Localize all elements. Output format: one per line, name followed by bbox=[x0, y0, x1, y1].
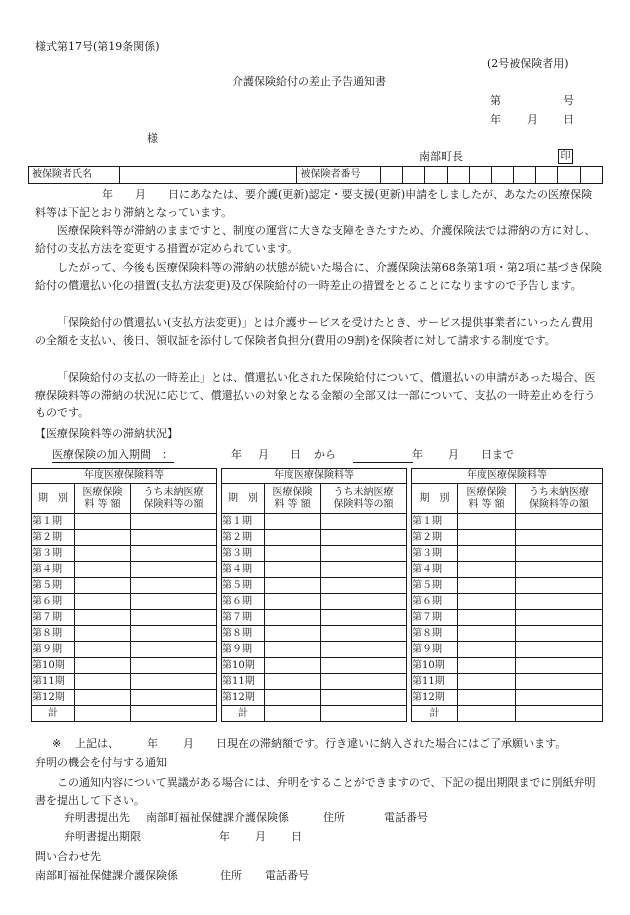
col-unpaid: うち未納医療 保険料等の額 bbox=[131, 484, 217, 514]
submit-to-label: 弁明書提出先 bbox=[64, 811, 130, 824]
period-label: 第12期 bbox=[222, 690, 265, 706]
period-label: 第１期 bbox=[222, 514, 265, 530]
amount-total-cell[interactable] bbox=[458, 706, 516, 722]
period-label: 第６期 bbox=[222, 594, 265, 610]
col-period: 期 別 bbox=[222, 484, 265, 514]
insured-number-digit[interactable] bbox=[580, 167, 602, 184]
to-month: 月 bbox=[448, 448, 459, 461]
unpaid-cell[interactable] bbox=[516, 562, 603, 578]
total-label: 計 bbox=[32, 706, 75, 722]
unpaid-cell[interactable] bbox=[321, 578, 407, 594]
seal-mark: 印 bbox=[558, 149, 573, 164]
amount-cell[interactable] bbox=[75, 530, 131, 546]
amount-cell[interactable] bbox=[265, 578, 321, 594]
period-label: 第12期 bbox=[412, 690, 458, 706]
period-label: 第１期 bbox=[412, 514, 458, 530]
amount-cell[interactable] bbox=[265, 658, 321, 674]
note-text: 日現在の滞納額です。行き違いに納入された場合にはご了承願います。 bbox=[216, 737, 567, 750]
amount-total-cell[interactable] bbox=[265, 706, 321, 722]
period-label: 第７期 bbox=[412, 610, 458, 626]
date-year: 年 bbox=[490, 113, 501, 126]
amount-cell[interactable] bbox=[75, 690, 131, 706]
to-day: 日まで bbox=[481, 448, 514, 461]
intro-paragraph: 年 月 日にあなたは、要介護(更新)認定・要支援(更新)申請をしましたが、あなたの医療保険料等は下記とおり滞納となっています。 bbox=[35, 188, 593, 219]
period-label: 第12期 bbox=[32, 690, 75, 706]
amount-cell[interactable] bbox=[265, 610, 321, 626]
insured-number-digit[interactable] bbox=[491, 167, 513, 184]
period-label: 第10期 bbox=[222, 658, 265, 674]
amount-cell[interactable] bbox=[265, 594, 321, 610]
unpaid-cell[interactable] bbox=[321, 546, 407, 562]
to-year-underline bbox=[353, 462, 413, 463]
unpaid-cell[interactable] bbox=[131, 594, 217, 610]
delinquency-table-1 bbox=[31, 468, 217, 722]
delinquency-table-3 bbox=[411, 468, 603, 722]
period-label: 第５期 bbox=[32, 578, 75, 594]
to-year: 年 bbox=[412, 448, 423, 461]
unpaid-cell[interactable] bbox=[516, 642, 603, 658]
unpaid-cell[interactable] bbox=[516, 658, 603, 674]
opportunity-heading: 弁明の機会を付与する通知 bbox=[35, 756, 167, 769]
insured-type: (2号被保険者用) bbox=[487, 57, 569, 70]
insured-number-digit[interactable] bbox=[536, 167, 558, 184]
inquiry-label: 問い合わせ先 bbox=[35, 850, 101, 863]
amount-cell[interactable] bbox=[75, 674, 131, 690]
unpaid-cell[interactable] bbox=[131, 562, 217, 578]
unpaid-cell[interactable] bbox=[131, 690, 217, 706]
period-label: 第４期 bbox=[222, 562, 265, 578]
amount-cell[interactable] bbox=[265, 690, 321, 706]
deadline-year: 年 bbox=[219, 830, 230, 843]
unpaid-cell[interactable] bbox=[516, 626, 603, 642]
col-period: 期 別 bbox=[32, 484, 75, 514]
amount-cell[interactable] bbox=[458, 642, 516, 658]
deadline-month: 月 bbox=[255, 830, 266, 843]
period-label: 第11期 bbox=[412, 674, 458, 690]
unpaid-cell[interactable] bbox=[131, 514, 217, 530]
insured-number-digit[interactable] bbox=[425, 167, 447, 184]
period-label: 第８期 bbox=[222, 626, 265, 642]
unpaid-cell[interactable] bbox=[321, 674, 407, 690]
phone-label: 電話番号 bbox=[384, 811, 428, 824]
insured-number-digit[interactable] bbox=[447, 167, 469, 184]
period-label: 第８期 bbox=[412, 626, 458, 642]
insured-number-digit[interactable] bbox=[514, 167, 536, 184]
amount-cell[interactable] bbox=[458, 578, 516, 594]
submit-to-office: 南部町福祉保健課介護保険係 bbox=[146, 811, 289, 824]
note-month: 月 bbox=[183, 737, 194, 750]
amount-cell[interactable] bbox=[75, 562, 131, 578]
amount-cell[interactable] bbox=[458, 530, 516, 546]
fiscal-year-title: 年度医療保険料等 bbox=[412, 469, 603, 484]
paragraph-reimbursement: 「保険給付の償還払い(支払方法変更)」とは介護サービスを受けたとき、サービス提供事業者にいったん費用の全額を支払い、後日、領収証を添付して保険者負担分(費用の9割)を保険者に対して請求する制度です。 bbox=[35, 316, 594, 347]
amount-cell[interactable] bbox=[265, 514, 321, 530]
date-month: 月 bbox=[527, 113, 538, 126]
unpaid-cell[interactable] bbox=[321, 514, 407, 530]
amount-cell[interactable] bbox=[458, 626, 516, 642]
amount-cell[interactable] bbox=[265, 562, 321, 578]
unpaid-cell[interactable] bbox=[321, 594, 407, 610]
period-label: 第８期 bbox=[32, 626, 75, 642]
document-title: 介護保険給付の差止予告通知書 bbox=[232, 75, 386, 88]
unpaid-cell[interactable] bbox=[131, 658, 217, 674]
amount-cell[interactable] bbox=[265, 626, 321, 642]
objection-paragraph: この通知内容について異議がある場合には、弁明をすることができますので、下記の提出期限までに別紙弁明書を提出して下さい。 bbox=[35, 776, 596, 807]
amount-cell[interactable] bbox=[75, 642, 131, 658]
insured-number-digit[interactable] bbox=[380, 167, 402, 184]
unpaid-cell[interactable] bbox=[516, 530, 603, 546]
insured-number-digit[interactable] bbox=[403, 167, 425, 184]
col-amount: 医療保険 料 等 額 bbox=[265, 484, 321, 514]
period-label: 第２期 bbox=[412, 530, 458, 546]
amount-cell[interactable] bbox=[75, 578, 131, 594]
period-label: 第４期 bbox=[32, 562, 75, 578]
col-amount: 医療保険 料 等 額 bbox=[458, 484, 516, 514]
unpaid-cell[interactable] bbox=[131, 626, 217, 642]
unpaid-total-cell[interactable] bbox=[321, 706, 407, 722]
period-label: 第７期 bbox=[222, 610, 265, 626]
total-label: 計 bbox=[222, 706, 265, 722]
period-label-underline bbox=[52, 462, 174, 463]
col-unpaid: うち未納医療 保険料等の額 bbox=[321, 484, 407, 514]
from-month: 月 bbox=[258, 448, 269, 461]
unpaid-cell[interactable] bbox=[321, 610, 407, 626]
insured-name-field[interactable] bbox=[119, 167, 297, 184]
period-label: 第９期 bbox=[412, 642, 458, 658]
insured-number-label: 被保険者番号 bbox=[297, 167, 381, 184]
unpaid-cell[interactable] bbox=[516, 674, 603, 690]
deadline-day: 日 bbox=[291, 830, 302, 843]
from-year: 年 bbox=[231, 448, 242, 461]
unpaid-cell[interactable] bbox=[131, 578, 217, 594]
period-label: 第２期 bbox=[222, 530, 265, 546]
form-number: 様式第17号(第19条関係) bbox=[35, 40, 160, 53]
amount-cell[interactable] bbox=[458, 594, 516, 610]
col-unpaid: うち未納医療 保険料等の額 bbox=[516, 484, 603, 514]
col-amount: 医療保険 料 等 額 bbox=[75, 484, 131, 514]
period-label: 第９期 bbox=[32, 642, 75, 658]
fiscal-year-title: 年度医療保険料等 bbox=[222, 469, 407, 484]
amount-cell[interactable] bbox=[265, 642, 321, 658]
fiscal-year-title: 年度医療保険料等 bbox=[32, 469, 217, 484]
period-label: 第３期 bbox=[222, 546, 265, 562]
number-suffix: 号 bbox=[563, 94, 574, 107]
insured-number-digit[interactable] bbox=[469, 167, 491, 184]
unpaid-cell[interactable] bbox=[321, 530, 407, 546]
unpaid-cell[interactable] bbox=[321, 642, 407, 658]
amount-cell[interactable] bbox=[458, 546, 516, 562]
unpaid-cell[interactable] bbox=[131, 610, 217, 626]
amount-cell[interactable] bbox=[458, 674, 516, 690]
inquiry-office: 南部町福祉保健課介護保険係 bbox=[35, 869, 178, 882]
unpaid-total-cell[interactable] bbox=[516, 706, 603, 722]
period-label: 第11期 bbox=[222, 674, 265, 690]
period-label: 第６期 bbox=[412, 594, 458, 610]
amount-cell[interactable] bbox=[75, 610, 131, 626]
insured-name-label: 被保険者氏名 bbox=[29, 167, 120, 184]
paragraph-suspension: 「保険給付の支払の一時差止」とは、償還払い化された保険給付について、償還払いの申請があった場合、医療保険料等の滞納の状況に応じて、償還払いの対象となる金額の全部又は一部について、支払の一時差止めを行うものです。 bbox=[35, 371, 596, 419]
period-label: 第11期 bbox=[32, 674, 75, 690]
unpaid-cell[interactable] bbox=[131, 642, 217, 658]
amount-cell[interactable] bbox=[458, 658, 516, 674]
period-label: 第３期 bbox=[32, 546, 75, 562]
period-label: 第５期 bbox=[222, 578, 265, 594]
paragraph-delinquency: 医療保険料等が滞納のままですと、制度の運営に大きな支障をきたすため、介護保険法では滞納の方に対し、給付の支払方法を変更する措置が定められています。 bbox=[35, 224, 596, 255]
issuer-name: 南部町長 bbox=[419, 150, 463, 163]
period-label: 第７期 bbox=[32, 610, 75, 626]
recipient-suffix: 様 bbox=[147, 132, 158, 145]
period-label: 第３期 bbox=[412, 546, 458, 562]
amount-cell[interactable] bbox=[458, 610, 516, 626]
from-day: 日 bbox=[290, 448, 301, 461]
deadline-label: 弁明書提出期限 bbox=[64, 830, 141, 843]
unpaid-cell[interactable] bbox=[321, 626, 407, 642]
amount-cell[interactable] bbox=[265, 530, 321, 546]
period-label: 第４期 bbox=[412, 562, 458, 578]
unpaid-cell[interactable] bbox=[321, 658, 407, 674]
from-word: から bbox=[314, 448, 336, 461]
unpaid-cell[interactable] bbox=[516, 610, 603, 626]
unpaid-cell[interactable] bbox=[131, 674, 217, 690]
period-label: 第６期 bbox=[32, 594, 75, 610]
inquiry-address-label: 住所 bbox=[220, 869, 242, 882]
date-day: 日 bbox=[563, 113, 574, 126]
unpaid-cell[interactable] bbox=[516, 546, 603, 562]
amount-cell[interactable] bbox=[75, 626, 131, 642]
inquiry-phone-label: 電話番号 bbox=[265, 869, 309, 882]
unpaid-cell[interactable] bbox=[321, 562, 407, 578]
period-label: 第２期 bbox=[32, 530, 75, 546]
unpaid-cell[interactable] bbox=[321, 690, 407, 706]
period-label: 第10期 bbox=[32, 658, 75, 674]
status-heading: 【医療保険料等の滞納状況】 bbox=[35, 427, 178, 440]
amount-cell[interactable] bbox=[458, 690, 516, 706]
unpaid-total-cell[interactable] bbox=[131, 706, 217, 722]
unpaid-cell[interactable] bbox=[516, 690, 603, 706]
insured-info-table bbox=[28, 166, 603, 184]
unpaid-cell[interactable] bbox=[516, 578, 603, 594]
amount-cell[interactable] bbox=[265, 546, 321, 562]
amount-cell[interactable] bbox=[265, 674, 321, 690]
note-year: 年 bbox=[147, 737, 158, 750]
period-label: 第10期 bbox=[412, 658, 458, 674]
amount-cell[interactable] bbox=[75, 658, 131, 674]
amount-cell[interactable] bbox=[75, 594, 131, 610]
col-period: 期 別 bbox=[412, 484, 458, 514]
address-label: 住所 bbox=[323, 811, 345, 824]
unpaid-cell[interactable] bbox=[131, 546, 217, 562]
period-label: 第５期 bbox=[412, 578, 458, 594]
period-label: 第９期 bbox=[222, 642, 265, 658]
enrollment-period-label: 医療保険の加入期間 ： bbox=[52, 448, 173, 461]
paragraph-notice: したがって、今後も医療保険料等の滞納の状態が続いた場合に、介護保険法第68条第1項・第2項に基づき保険給付の償還払い化の措置(支払方法変更)及び保険給付の一時差止の措置をとることになりますので予告します。 bbox=[35, 261, 602, 292]
amount-cell[interactable] bbox=[75, 546, 131, 562]
amount-total-cell[interactable] bbox=[75, 706, 131, 722]
note-prefix: 上記は、 bbox=[75, 737, 119, 750]
unpaid-cell[interactable] bbox=[516, 514, 603, 530]
period-label: 第１期 bbox=[32, 514, 75, 530]
unpaid-cell[interactable] bbox=[131, 530, 217, 546]
delinquency-table-2 bbox=[221, 468, 407, 722]
number-label: 第 bbox=[490, 94, 501, 107]
amount-cell[interactable] bbox=[458, 514, 516, 530]
amount-cell[interactable] bbox=[75, 514, 131, 530]
insured-number-digit[interactable] bbox=[558, 167, 580, 184]
amount-cell[interactable] bbox=[458, 562, 516, 578]
total-label: 計 bbox=[412, 706, 458, 722]
note-mark: ※ bbox=[52, 737, 62, 750]
unpaid-cell[interactable] bbox=[516, 594, 603, 610]
